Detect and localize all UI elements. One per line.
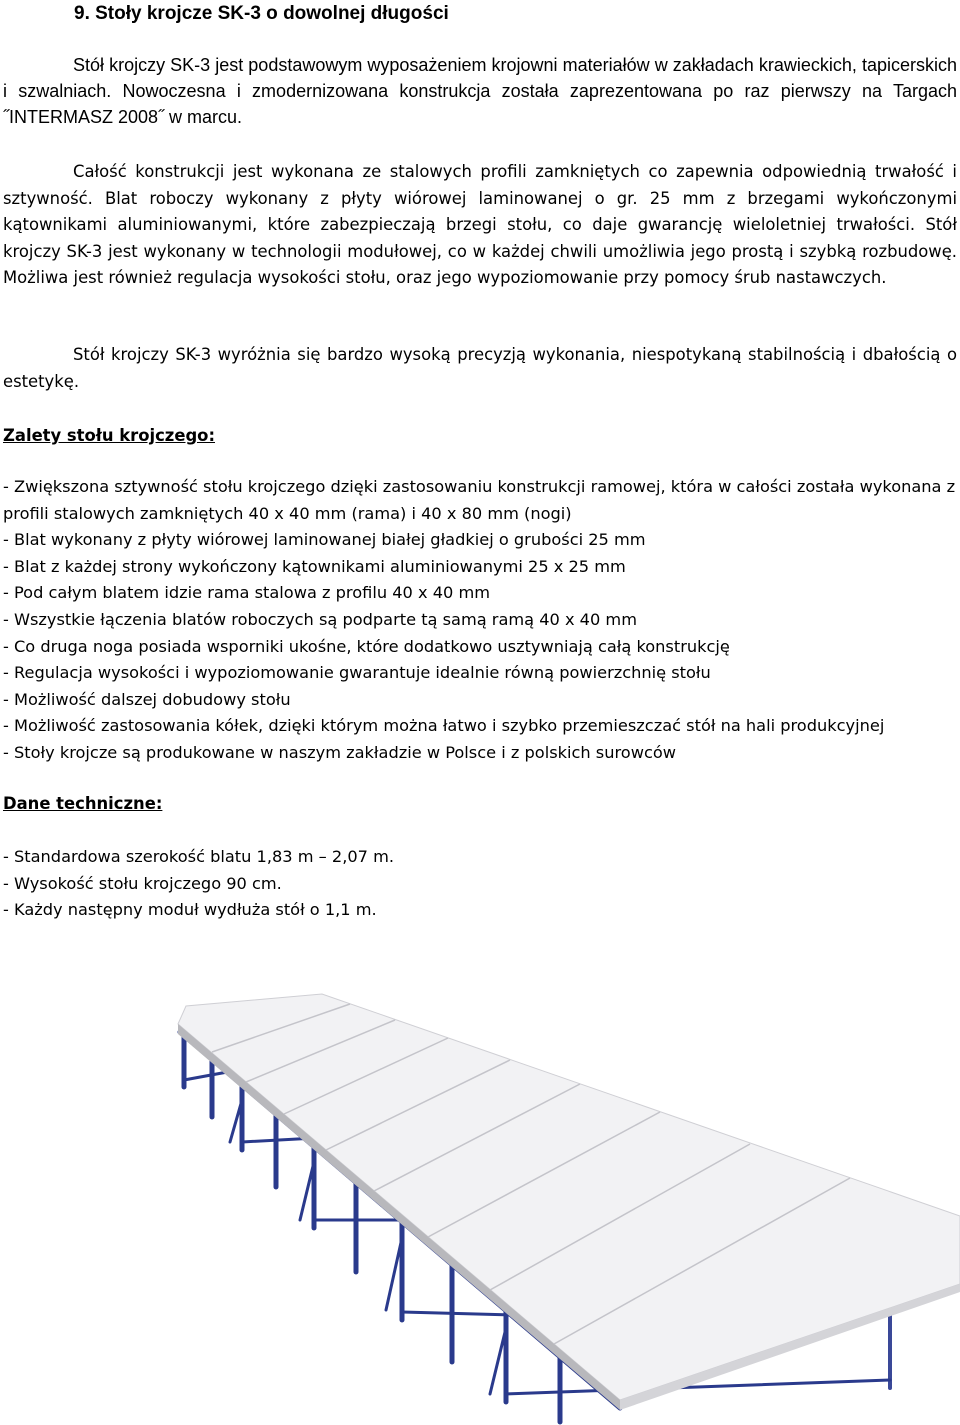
list-item: - Możliwość zastosowania kółek, dzięki którym można łatwo i szybko przemieszczać stół na hali produkcyjnej [3, 716, 885, 736]
list-item: - Standardowa szerokość blatu 1,83 m – 2,07 m. [3, 847, 394, 866]
tabletop-surface [178, 994, 960, 1400]
advantages-list [3, 474, 957, 767]
tech-list [3, 844, 957, 924]
list-item: - Stoły krojcze są produkowane w naszym zakładzie w Polsce i z polskich surowców [3, 742, 676, 762]
construction-paragraph [3, 159, 957, 292]
cutting-table-image [150, 992, 960, 1425]
list-item: - Regulacja wysokości i wypoziomowanie gwarantuje idealnie równą powierzchnię stołu [3, 663, 711, 683]
list-item: - Każdy następny moduł wydłuża stół o 1,1 m. [3, 900, 377, 920]
advantages-heading: Zalety stołu krojczego: [3, 426, 215, 445]
list-item: - Pod całym blatem idzie rama stalowa z profilu 40 x 40 mm [3, 583, 490, 603]
list-item: - Możliwość dalszej dobudowy stołu [3, 689, 291, 709]
section-title: 9. Stoły krojcze SK-3 o dowolnej długości [74, 3, 449, 24]
intro-paragraph [3, 52, 957, 130]
precision-paragraph [3, 342, 957, 395]
tech-heading: Dane techniczne: [3, 794, 163, 813]
construction-text: Całość konstrukcji jest wykonana ze stalowych profili zamkniętych co zapewnia odpowiednią trwałość i sztywność. Blat roboczy wykonany z płyty wiórowej laminowanej o gr. 25 mm z brzegami wykończonymi kątownikami aluminiowanymi, które zabezpieczają brzegi stołu, co daje gwarancję wieloletniej trwałości. Stół krojczy SK-3 jest wykonany w technologii modułowej, co w każdej chwili umożliwia jego prostą i szybką rozbudowę. Możliwa jest również regulacja wysokości stołu, oraz jego wypoziomowanie przy pomocy śrub nastawczych. [3, 162, 957, 288]
list-item: - Blat z każdej strony wykończony kątownikami aluminiowanymi 25 x 25 mm [3, 556, 626, 576]
list-item: - Blat wykonany z płyty wiórowej laminowanej białej gładkiej o grubości 25 mm [3, 530, 646, 550]
list-item: - Wysokość stołu krojczego 90 cm. [3, 873, 282, 893]
tabletop [178, 994, 960, 1410]
list-item: - Zwiększona sztywność stołu krojczego dzięki zastosowaniu konstrukcji ramowej, która w całości została wykonana z profili stalowych zamkniętych 40 x 40 mm (rama) i 40 x 80 mm (nogi) [3, 477, 956, 523]
list-item: - Wszystkie łączenia blatów roboczych są podparte tą samą ramą 40 x 40 mm [3, 609, 637, 629]
precision-text: Stół krojczy SK-3 wyróżnia się bardzo wysoką precyzją wykonania, niespotykaną stabilnością i dbałością o estetykę. [3, 345, 957, 391]
list-item: - Co druga noga posiada wsporniki ukośne, które dodatkowo usztywniają całą konstrukcję [3, 636, 730, 656]
intro-text: Stół krojczy SK-3 jest podstawowym wyposażeniem krojowni materiałów w zakładach krawieckich, tapicerskich i szwalniach. Nowoczesna i zmodernizowana konstrukcja została zaprezentowana po raz pierwszy na Targach ˝INTERMASZ 2008˝ w marcu. [3, 55, 957, 127]
